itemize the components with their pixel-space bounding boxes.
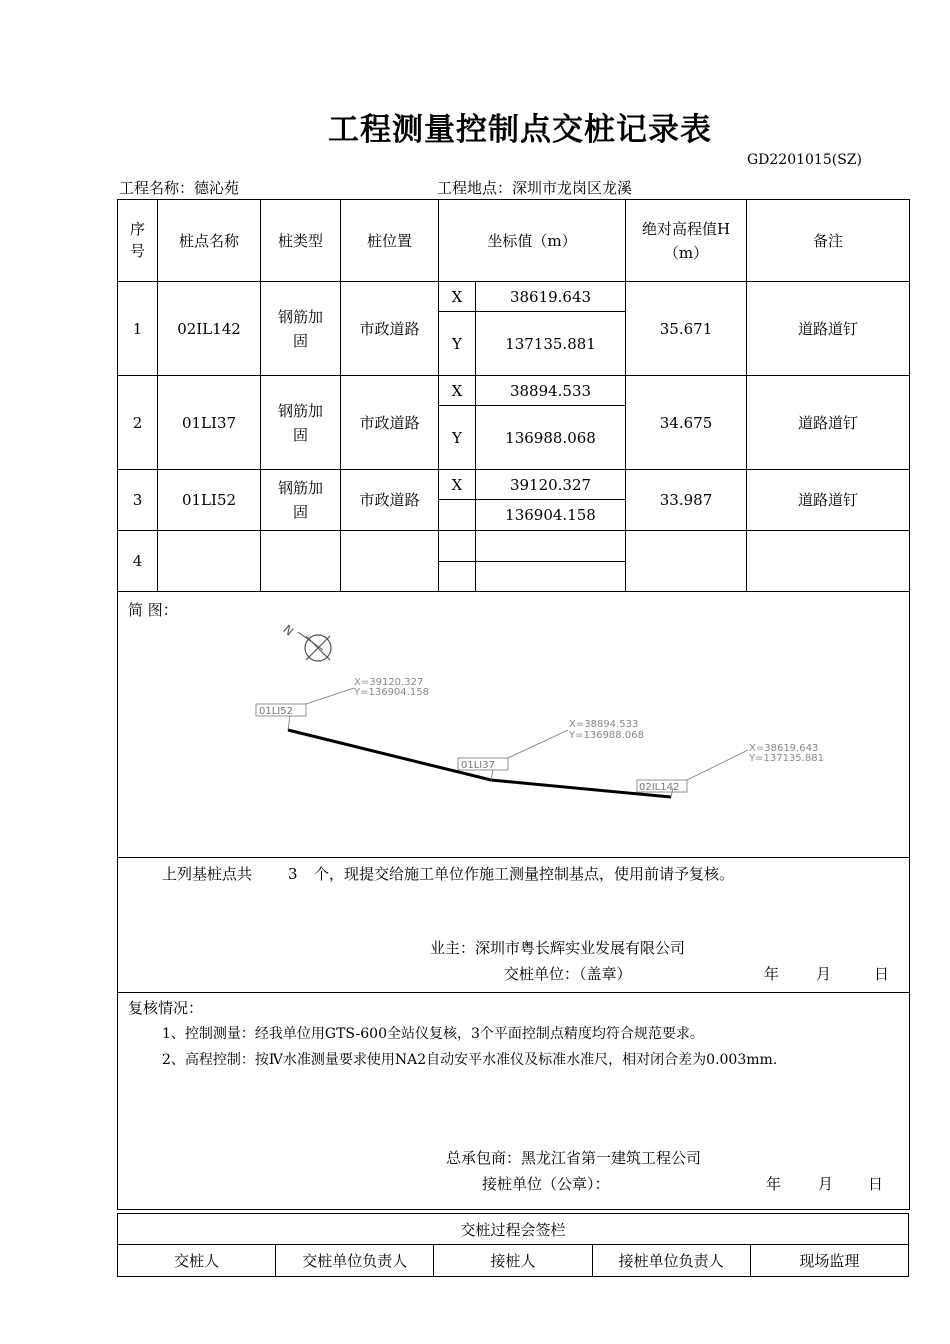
- point-marker-01LI37: [458, 719, 644, 780]
- review-row: [118, 993, 910, 1210]
- sketch-area: [118, 592, 909, 856]
- receiver-line: 接桩单位（公章）：: [482, 1175, 610, 1193]
- row-pile-position: [341, 531, 439, 592]
- point-tag: 01LI37: [461, 760, 495, 771]
- page-title: 工程测量控制点交桩记录表: [328, 112, 712, 148]
- header-remark: 备注: [747, 200, 910, 282]
- point-tag: 02IL142: [639, 782, 680, 793]
- row-seq: 4: [118, 531, 158, 592]
- row-seq: 2: [118, 376, 158, 470]
- row-pile-type: 钢筋加固: [261, 470, 341, 531]
- row-x-label: X: [439, 376, 476, 406]
- row-pile-type: 钢筋加固: [261, 376, 341, 470]
- point-tag: 01LI52: [259, 706, 293, 717]
- row-point-name: 02IL142: [158, 282, 261, 376]
- point-x: X=39120.327: [354, 677, 424, 688]
- point-x: X=38619.643: [749, 743, 819, 754]
- point-marker-01LI52: [256, 677, 429, 730]
- row-seq: 3: [118, 470, 158, 531]
- signoff-col: 交桩人: [118, 1245, 276, 1277]
- point-y: Y=137135.881: [749, 753, 824, 764]
- table-row: [118, 470, 910, 500]
- row-y-value: [476, 562, 626, 592]
- table-row: [118, 376, 910, 406]
- row-point-name: 01LI52: [158, 470, 261, 531]
- sketch-label: 简 图：: [128, 601, 178, 619]
- point-y: Y=136904.158: [354, 687, 429, 698]
- header-pile-position: 桩位置: [341, 200, 439, 282]
- row-y-label: [439, 500, 476, 531]
- header-point-name: 桩点名称: [158, 200, 261, 282]
- review-line-2: 2、高程控制：按Ⅳ水准测量要求使用NA2自动安平水准仪及标准水准尺，相对闭合差为0.003mm.: [162, 1052, 778, 1068]
- signoff-title: 交桩过程会签栏: [118, 1214, 909, 1245]
- row-remark: 道路道钉: [747, 470, 910, 531]
- project-name: 工程名称：德沁苑: [119, 179, 240, 197]
- row-pile-type: 钢筋加固: [261, 282, 341, 376]
- signoff-col: 交桩单位负责人: [276, 1245, 434, 1277]
- header-row: [118, 200, 910, 282]
- header-coords: 坐标值（m）: [439, 200, 626, 282]
- table-row: [118, 531, 910, 562]
- review-line-1: 1、控制测量：经我单位用GTS-600全站仪复核，3个平面控制点精度均符合规范要求。: [162, 1026, 704, 1042]
- row-x-label: X: [439, 282, 476, 312]
- row-elevation: 35.671: [626, 282, 747, 376]
- review-year: 年: [766, 1175, 782, 1193]
- form-code: GD2201015(SZ): [746, 152, 862, 168]
- review-heading: 复核情况：: [128, 999, 204, 1017]
- point-y: Y=136988.068: [569, 730, 644, 741]
- row-x-label: X: [439, 470, 476, 500]
- row-point-name: [158, 531, 261, 592]
- review-month: 月: [818, 1175, 834, 1193]
- row-x-label: [439, 531, 476, 562]
- handover-count: 3: [288, 865, 298, 883]
- row-y-value: 136988.068: [476, 406, 626, 470]
- handover-month: 月: [816, 965, 832, 983]
- handover-row: [118, 858, 910, 993]
- row-x-value: 39120.327: [476, 470, 626, 500]
- review-day: 日: [868, 1175, 884, 1193]
- row-x-value: [476, 531, 626, 562]
- row-x-value: 38894.533: [476, 376, 626, 406]
- row-elevation: 34.675: [626, 376, 747, 470]
- project-location: 工程地点：深圳市龙岗区龙溪: [437, 179, 633, 197]
- handover-day: 日: [874, 965, 890, 983]
- row-y-value: 136904.158: [476, 500, 626, 531]
- row-elevation: 33.987: [626, 470, 747, 531]
- header-seq: 序号: [118, 200, 158, 282]
- row-x-value: 38619.643: [476, 282, 626, 312]
- signoff-table: [117, 1213, 909, 1277]
- row-y-label: Y: [439, 312, 476, 376]
- row-remark: 道路道钉: [747, 282, 910, 376]
- north-label: N: [280, 622, 297, 639]
- handover-suffix: 个，现提交给施工单位作施工测量控制基点，使用前请予复核。: [314, 865, 735, 883]
- table-row: [118, 282, 910, 312]
- site-sketch: [118, 592, 908, 856]
- signoff-col: 接桩人: [434, 1245, 592, 1277]
- signoff-col: 接桩单位负责人: [592, 1245, 750, 1277]
- handover-prefix: 上列基桩点共: [162, 865, 253, 883]
- north-arrow-icon: [280, 622, 331, 661]
- signoff-col: 现场监理: [750, 1245, 908, 1277]
- row-remark: [747, 531, 910, 592]
- row-seq: 1: [118, 282, 158, 376]
- row-y-label: [439, 562, 476, 592]
- row-pile-type: [261, 531, 341, 592]
- contractor-line: 总承包商：黑龙江省第一建筑工程公司: [446, 1149, 702, 1167]
- row-y-label: Y: [439, 406, 476, 470]
- point-marker-02IL142: [637, 743, 824, 797]
- row-y-value: 137135.881: [476, 312, 626, 376]
- point-x: X=38894.533: [569, 719, 639, 730]
- handover-cell: [118, 858, 910, 993]
- handover-unit: 交桩单位：（盖章）: [504, 965, 632, 983]
- row-pile-position: 市政道路: [341, 376, 439, 470]
- row-elevation: [626, 531, 747, 592]
- header-elevation: 绝对高程值H（m）: [626, 200, 747, 282]
- row-remark: 道路道钉: [747, 376, 910, 470]
- handover-year: 年: [764, 965, 780, 983]
- owner-line: 业主：深圳市粤长辉实业发展有限公司: [430, 939, 686, 957]
- control-point-table: [117, 199, 910, 1210]
- header-pile-type: 桩类型: [261, 200, 341, 282]
- row-pile-position: 市政道路: [341, 282, 439, 376]
- sketch-cell: [118, 592, 910, 858]
- row-pile-position: 市政道路: [341, 470, 439, 531]
- row-point-name: 01LI37: [158, 376, 261, 470]
- review-cell: [118, 993, 910, 1210]
- sketch-row: [118, 592, 910, 858]
